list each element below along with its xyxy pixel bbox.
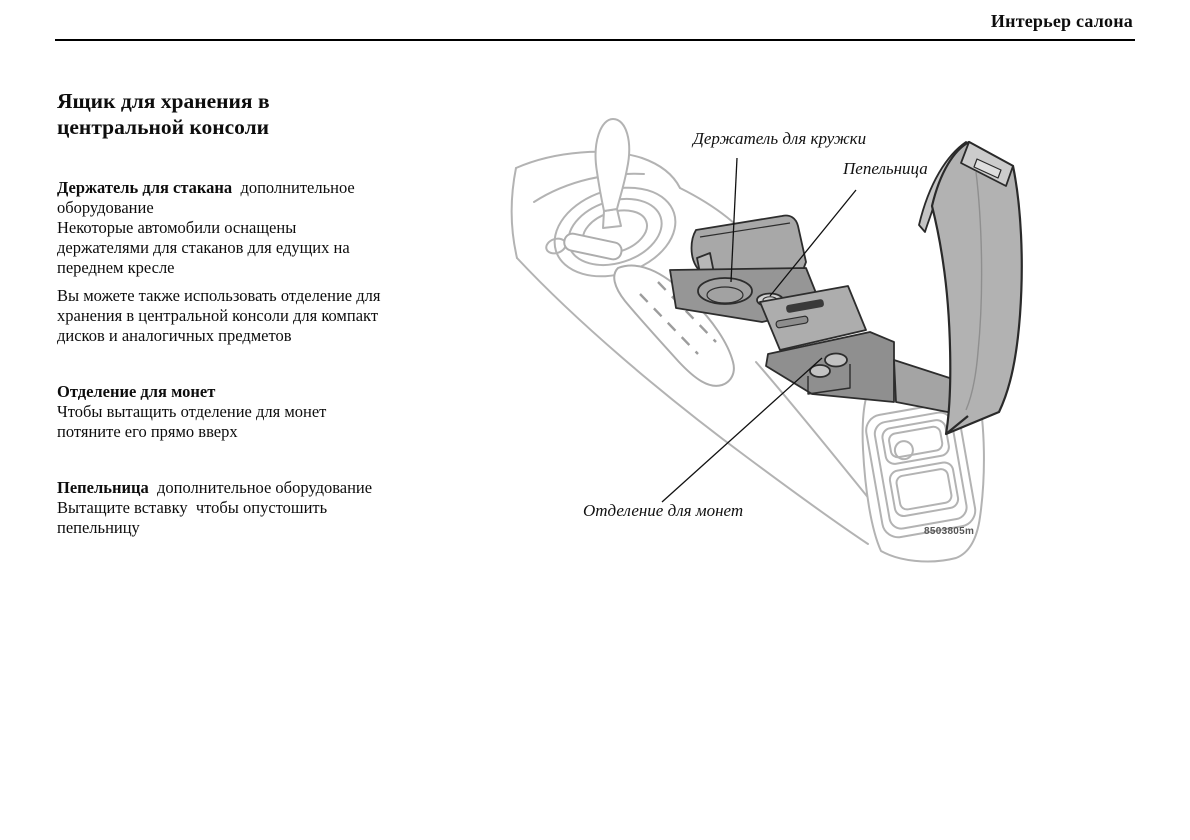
- page-header: [55, 11, 1133, 32]
- cup-holder-heading-suffix: дополнительное оборудование: [57, 178, 359, 217]
- text-block-coin-box: [57, 382, 391, 442]
- ashtray-heading: Пепельница: [57, 478, 149, 497]
- block-lead-line: [57, 478, 391, 498]
- ashtray-heading-suffix: дополнительное оборудование: [148, 478, 373, 497]
- cup-holder-heading: Держатель для стакана: [57, 178, 233, 197]
- text-block-ashtray: [57, 478, 391, 538]
- coin-box-heading: Отделение для монет: [57, 382, 216, 401]
- figure-code: 8503805m: [924, 526, 975, 537]
- coin-box-leader-line: [662, 358, 822, 502]
- cup-holder-body: Некоторые автомобили оснащены держателями для стаканов для едущих на переднем кресле: [57, 218, 354, 277]
- block-lead-line: [57, 382, 391, 402]
- coin-box-body: Чтобы вытащить отделение для монет потяните его прямо вверх: [57, 402, 331, 441]
- ashtray-body: Вытащите вставку чтобы опустошить пепельницу: [57, 498, 332, 537]
- gear-lever: [543, 119, 687, 291]
- text-block-cup-holder: [57, 178, 391, 278]
- label-ashtray: Пепельница: [843, 159, 928, 178]
- block-lead-line: [57, 178, 391, 218]
- console-storage-body: Вы можете также использовать отделение для хранения в центральной консоли для компакт дисков и аналогичных предметов: [57, 286, 385, 345]
- header-title: Интерьер салона: [990, 11, 1133, 31]
- text-column: [57, 88, 391, 538]
- label-coin-box: Отделение для монет: [583, 501, 744, 520]
- header-rule: [55, 39, 1135, 41]
- text-block-console-storage: [57, 286, 391, 346]
- console-illustration: [500, 110, 1060, 572]
- label-cup-holder: Держатель для кружки: [693, 129, 867, 148]
- section-title: Ящик для хранения в центральной консоли: [57, 89, 270, 139]
